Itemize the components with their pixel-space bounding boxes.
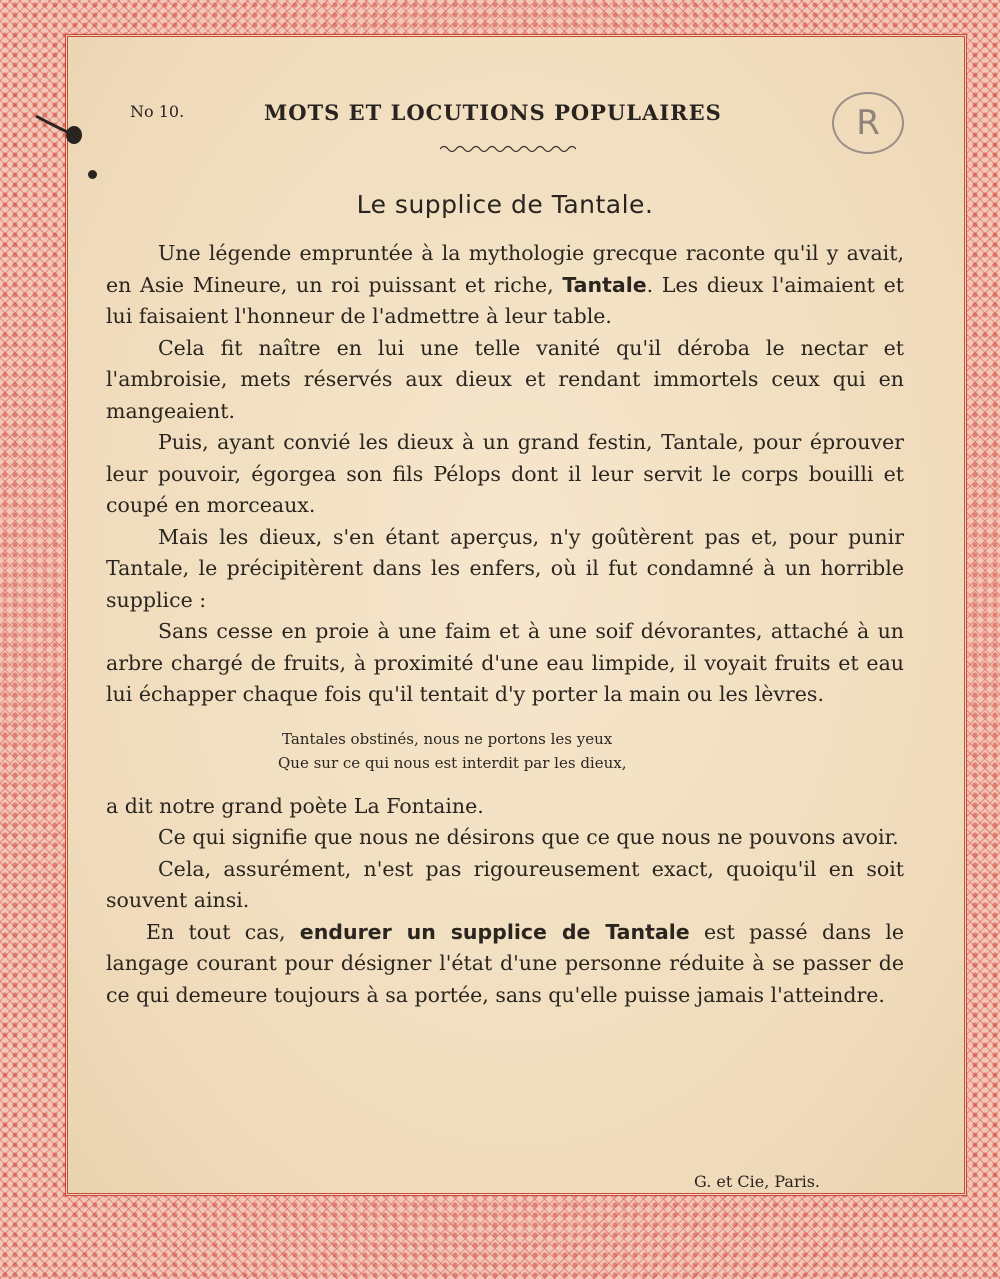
sheet-number: No 10. xyxy=(130,102,185,121)
ink-stroke xyxy=(34,112,80,142)
body-text xyxy=(106,238,904,1011)
paragraph: Mais les dieux, s'en étant aperçus, n'y goûtèrent pas et, pour punir Tantale, le précipitèrent dans les enfers, où il fut condamné à un horrible supplice : xyxy=(106,524,904,612)
library-stamp xyxy=(832,92,904,154)
verse-line: Que sur ce qui nous est interdit par les dieux, xyxy=(278,753,627,772)
verse-line: Tantales obstinés, nous ne portons les yeux xyxy=(282,729,613,748)
stamp-letter: R xyxy=(856,103,880,143)
paragraph: Cela fit naître en lui une telle vanité qu'il déroba le nectar et l'ambroisie, mets réservés aux dieux et rendant immortels ceux qui en mangeaient. xyxy=(106,335,904,423)
publisher-imprint: G. et Cie, Paris. xyxy=(694,1172,821,1191)
series-title: MOTS ET LOCUTIONS POPULAIRES xyxy=(264,100,722,125)
paragraph: En tout cas, endurer un supplice de Tantale est passé dans le langage courant pour désigner l'état d'une personne réduite à se passer de ce qui demeure toujours à sa portée, sans qu'elle puisse jamais l'atteindre. xyxy=(106,919,905,1007)
paragraph: Cela, assurément, n'est pas rigoureusement exact, quoiqu'il en soit souvent ainsi. xyxy=(106,856,904,912)
paragraph: Une légende empruntée à la mythologie grecque raconte qu'il y avait, en Asie Mineure, un roi puissant et riche, Tantale. Les dieux l'aimaient et lui faisaient l'honneur de l'admettre à leur table. xyxy=(106,241,904,328)
paragraph: Sans cesse en proie à une faim et à une soif dévorantes, attaché à un arbre chargé de fruits, à proximité d'une eau limpide, il voyait fruits et eau lui échapper chaque fois qu'il tentait d'y porter la main ou les lèvres. xyxy=(106,619,904,706)
page-title: Le supplice de Tantale. xyxy=(356,190,654,219)
ink-blot xyxy=(88,170,97,179)
wavy-ornament xyxy=(440,144,576,154)
paragraph: a dit notre grand poète La Fontaine. xyxy=(106,793,484,818)
paragraph: Puis, ayant convié les dieux à un grand festin, Tantale, pour éprouver leur pouvoir, égorgea son fils Pélops dont il leur servit le corps bouilli et coupé en morceaux. xyxy=(106,430,904,517)
verse-quote xyxy=(106,727,904,775)
paragraph: Ce qui signifie que nous ne désirons que ce que nous ne pouvons avoir. xyxy=(158,825,899,849)
